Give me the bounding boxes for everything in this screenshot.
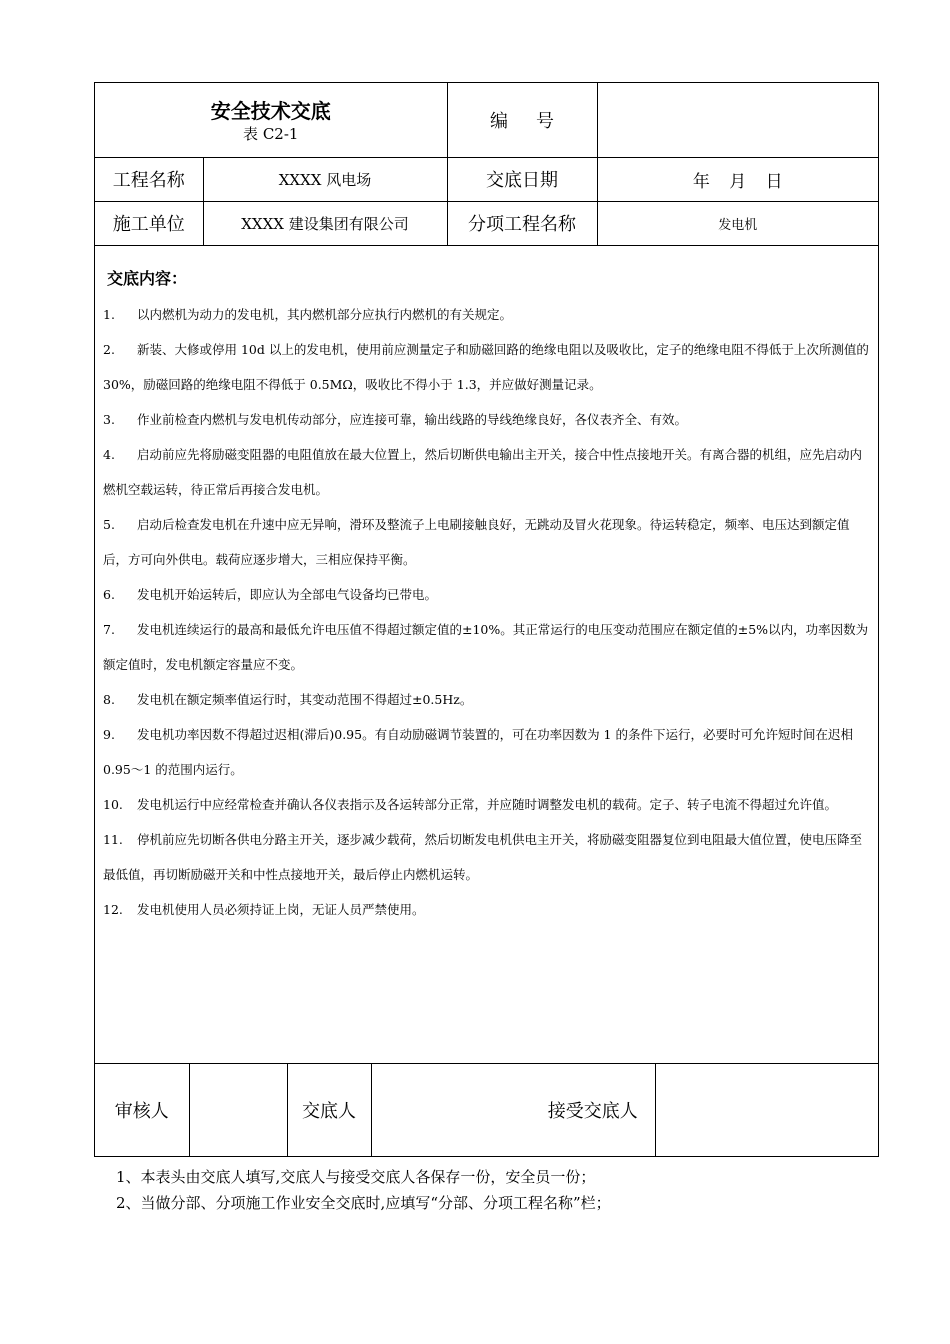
date-label: 交底日期 <box>486 170 558 191</box>
item-number: 1. <box>103 306 115 322</box>
content-item <box>103 332 870 402</box>
item-number: 9. <box>103 726 115 742</box>
content-item <box>103 577 870 612</box>
project-name-label: 工程名称 <box>112 170 185 191</box>
number-label-cell <box>447 83 597 157</box>
reviewer-signature-field[interactable] <box>189 1064 287 1156</box>
item-text: 启动后检查发电机在升速中应无异响，滑环及整流子上电刷接触良好，无跳动及冒火花现象。待运转稳定，频率、电压达到额定值后，方可向外供电。载荷应逐步增大，三相应保持平衡。 <box>103 516 850 567</box>
item-number: 4. <box>103 446 115 462</box>
item-text: 启动前应先将励磁变阻器的电阻值放在最大位置上，然后切断供电输出主开关，接合中性点接地开关。有离合器的机组，应先启动内燃机空载运转，待正常后再接合发电机。 <box>103 446 863 497</box>
note-line: 2、当做分部、分项施工作业安全交底时,应填写“分部、分项工程名称”栏； <box>116 1194 611 1212</box>
content-item <box>103 717 870 787</box>
reviewer-label-cell <box>95 1064 189 1156</box>
form-code: 表 C2-1 <box>243 124 299 143</box>
item-number: 5. <box>103 516 115 532</box>
item-number: 8. <box>103 691 115 707</box>
content-item <box>103 612 870 682</box>
content-item <box>103 822 870 892</box>
discloser-label-cell <box>287 1064 371 1156</box>
date-value-cell[interactable] <box>597 157 878 201</box>
content-item <box>103 507 870 577</box>
disclosure-content <box>95 246 878 1064</box>
item-number: 2. <box>103 341 115 357</box>
header-table <box>95 83 878 246</box>
item-text: 新装、大修或停用 10d 以上的发电机，使用前应测量定子和励磁回路的绝缘电阻以及吸收比，定子的绝缘电阻不得低于上次所测值的 30%，励磁回路的绝缘电阻不得低于 0.5MΩ，吸收比不得小于 1.3，并应做好测量记录。 <box>103 341 869 392</box>
item-text: 以内燃机为动力的发电机，其内燃机部分应执行内燃机的有关规定。 <box>137 306 513 322</box>
item-number: 12. <box>103 901 123 917</box>
receiver-label-cell <box>531 1064 655 1156</box>
discloser-signature-field[interactable] <box>371 1064 531 1156</box>
signature-table <box>95 1064 878 1156</box>
receiver-label: 接受交底人 <box>547 1100 638 1122</box>
item-number: 7. <box>103 621 115 637</box>
content-title: 交底内容： <box>107 268 188 288</box>
title-cell <box>95 83 447 157</box>
construction-unit-label: 施工单位 <box>112 214 185 235</box>
form-title: 安全技术交底 <box>210 98 331 123</box>
item-text: 发电机功率因数不得超过迟相(滞后)0.95。有自动励磁调节装置的，可在功率因数为 1 的条件下运行，必要时可允许短时间在迟相 0.95～1 的范围内运行。 <box>103 726 853 777</box>
content-item <box>103 787 870 822</box>
item-number: 11. <box>103 831 123 847</box>
item-number: 10. <box>103 796 123 812</box>
content-item <box>103 402 870 437</box>
sub-project-label: 分项工程名称 <box>468 214 576 235</box>
disclosure-form <box>94 82 879 1157</box>
project-name-value: XXXX 风电场 <box>278 170 372 189</box>
item-number: 6. <box>103 586 115 602</box>
reviewer-label: 审核人 <box>114 1100 169 1122</box>
sub-project-value-cell[interactable] <box>597 201 878 245</box>
project-name-label-cell <box>95 157 203 201</box>
note-line: 1、本表头由交底人填写,交底人与接受交底人各保存一份，安全员一份； <box>116 1168 596 1186</box>
item-text: 发电机使用人员必须持证上岗，无证人员严禁使用。 <box>137 901 425 917</box>
number-label: 编号 <box>490 110 582 132</box>
sub-project-value: 发电机 <box>718 217 758 233</box>
content-item <box>103 437 870 507</box>
date-value: 年 月 日 <box>692 171 783 192</box>
item-text: 发电机在额定频率值运行时，其变动范围不得超过±0.5Hz。 <box>137 691 473 707</box>
content-item <box>103 892 870 927</box>
content-item <box>103 682 870 717</box>
item-text: 发电机连续运行的最高和最低允许电压值不得超过额定值的±10%。其正常运行的电压变动范围应在额定值的±5%以内，功率因数为额定值时，发电机额定容量应不变。 <box>103 621 869 672</box>
discloser-label: 交底人 <box>302 1100 356 1122</box>
project-name-value-cell[interactable] <box>203 157 447 201</box>
sub-project-label-cell <box>447 201 597 245</box>
item-text: 发电机运行中应经常检查并确认各仪表指示及各运转部分正常，并应随时调整发电机的载荷。定子、转子电流不得超过允许值。 <box>137 796 838 812</box>
number-value-cell[interactable] <box>597 83 878 157</box>
construction-unit-value: XXXX 建设集团有限公司 <box>241 214 409 233</box>
item-text: 停机前应先切断各供电分路主开关，逐步减少载荷，然后切断发电机供电主开关，将励磁变阻器复位到电阻最大值位置，使电压降至最低值，再切断励磁开关和中性点接地开关，最后停止内燃机运转。 <box>103 831 863 882</box>
item-number: 3. <box>103 411 115 427</box>
construction-unit-label-cell <box>95 201 203 245</box>
content-item <box>103 297 870 332</box>
form-notes <box>116 1164 611 1216</box>
receiver-signature-field[interactable] <box>655 1064 878 1156</box>
item-text: 发电机开始运转后，即应认为全部电气设备均已带电。 <box>137 586 438 602</box>
construction-unit-value-cell[interactable] <box>203 201 447 245</box>
date-label-cell <box>447 157 597 201</box>
item-text: 作业前检查内燃机与发电机传动部分，应连接可靠，输出线路的导线绝缘良好，各仪表齐全、有效。 <box>137 411 688 427</box>
